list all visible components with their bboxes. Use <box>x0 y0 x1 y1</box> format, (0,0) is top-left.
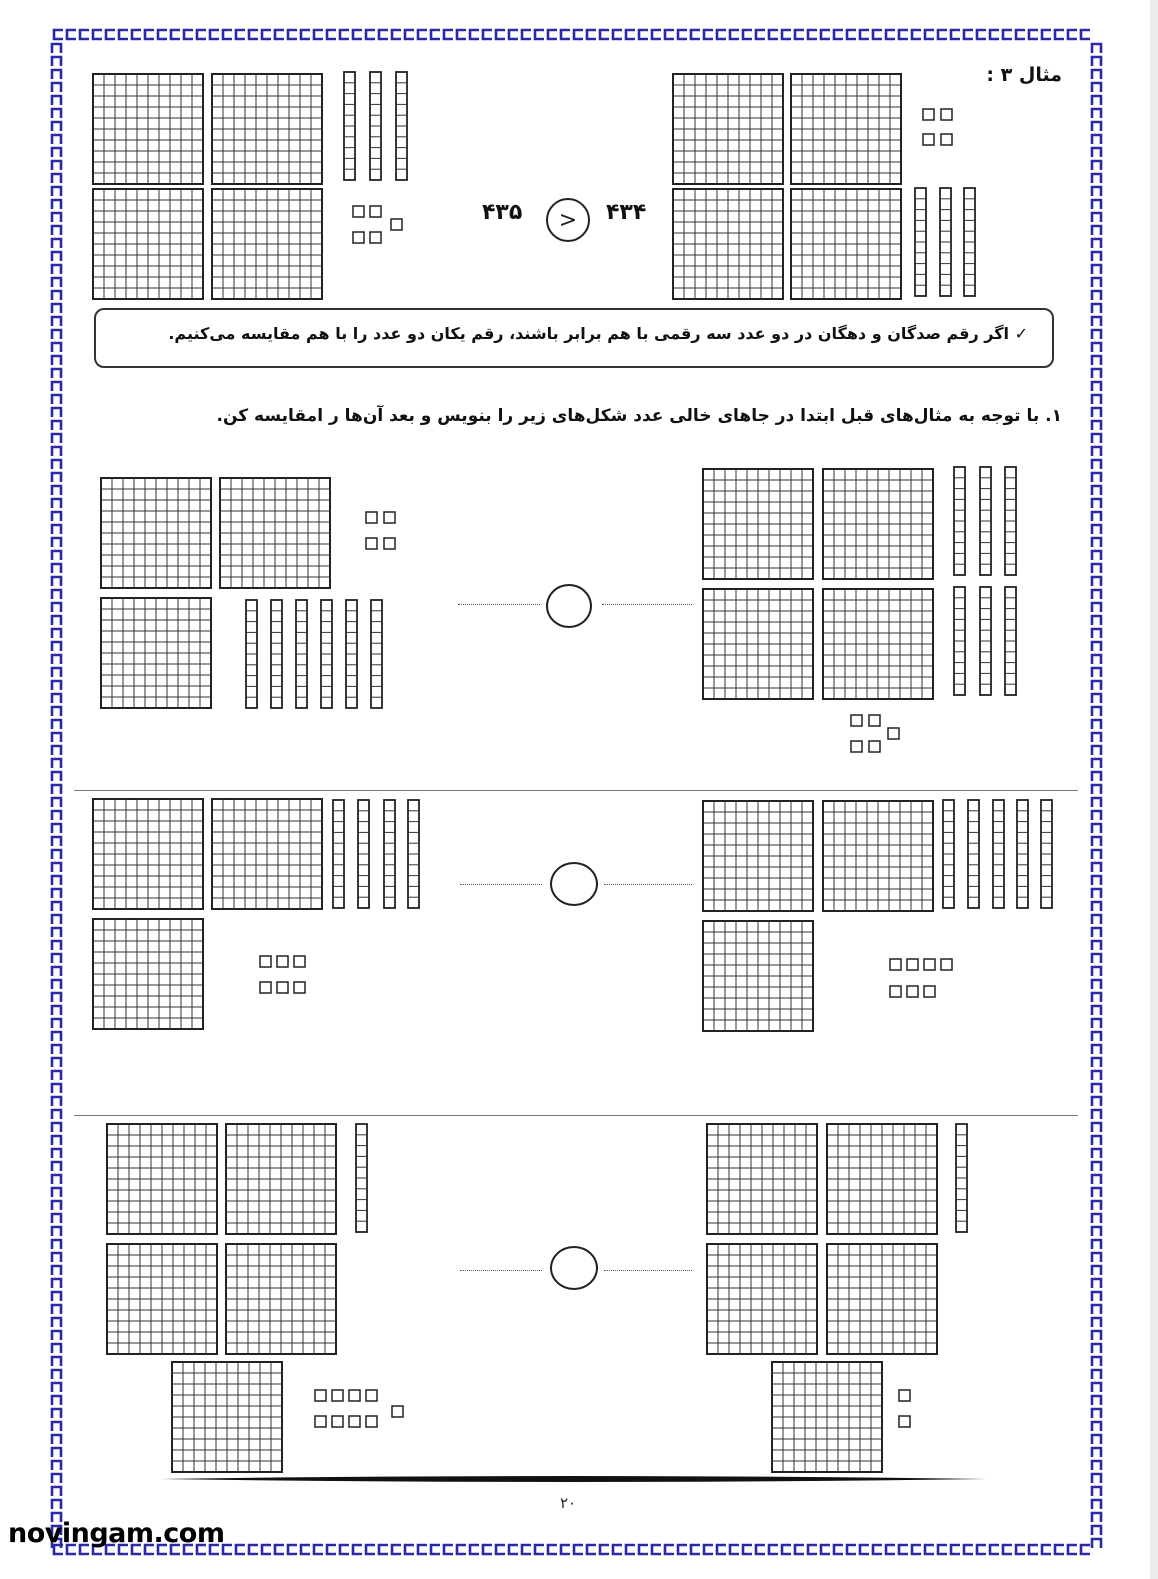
one-cube <box>349 1390 360 1401</box>
one-cube <box>888 728 899 739</box>
question-text: ۱. با توجه به مثال‌های قبل ابتدا در جاهای خالی عدد شکل‌های زیر را بنویس و بعد آن‌ها ر امقایسه کن. <box>216 406 1062 426</box>
one-cube <box>260 956 271 967</box>
one-cube <box>384 512 395 523</box>
greater-than-symbol: > <box>558 207 578 233</box>
one-cube <box>370 232 381 243</box>
one-cube <box>332 1390 343 1401</box>
one-cube <box>277 982 288 993</box>
one-cube <box>941 959 952 970</box>
one-cube <box>384 538 395 549</box>
one-cube <box>370 206 381 217</box>
one-cube <box>869 715 880 726</box>
one-cube <box>890 959 901 970</box>
one-cube <box>392 1406 403 1417</box>
page-number: ۲۰ <box>560 1494 577 1512</box>
one-cube <box>907 986 918 997</box>
one-cube <box>366 1416 377 1427</box>
one-cube <box>941 109 952 120</box>
one-cube <box>941 134 952 145</box>
one-cube <box>890 986 901 997</box>
one-cube <box>277 956 288 967</box>
example-left-number: ۴۳۵ <box>482 200 523 225</box>
one-cube <box>294 956 305 967</box>
one-cube <box>353 232 364 243</box>
one-cube <box>332 1416 343 1427</box>
one-cube <box>349 1416 360 1427</box>
one-cube <box>851 715 862 726</box>
one-cube <box>391 219 402 230</box>
example-title: مثال ۳ : <box>986 64 1062 86</box>
one-cube <box>851 741 862 752</box>
one-cube <box>869 741 880 752</box>
footer-line <box>160 1475 986 1483</box>
one-cube <box>366 538 377 549</box>
one-cube <box>923 134 934 145</box>
one-cube <box>923 109 934 120</box>
one-cube <box>315 1416 326 1427</box>
one-cube <box>907 959 918 970</box>
one-cube <box>924 986 935 997</box>
one-cube <box>924 959 935 970</box>
one-cube <box>899 1390 910 1401</box>
site-watermark: novingam.com <box>8 1518 225 1549</box>
one-cube <box>294 982 305 993</box>
one-cube <box>899 1416 910 1427</box>
one-cube <box>366 1390 377 1401</box>
one-cube <box>315 1390 326 1401</box>
one-cube <box>260 982 271 993</box>
one-cube <box>366 512 377 523</box>
example-right-number: ۴۳۴ <box>606 200 647 225</box>
one-cube <box>353 206 364 217</box>
rule-text: ✓ اگر رقم صدگان و دهگان در دو عدد سه رقمی با هم برابر باشند، رقم یکان دو عدد را با هم مقایسه می‌کنیم. <box>168 324 1028 343</box>
